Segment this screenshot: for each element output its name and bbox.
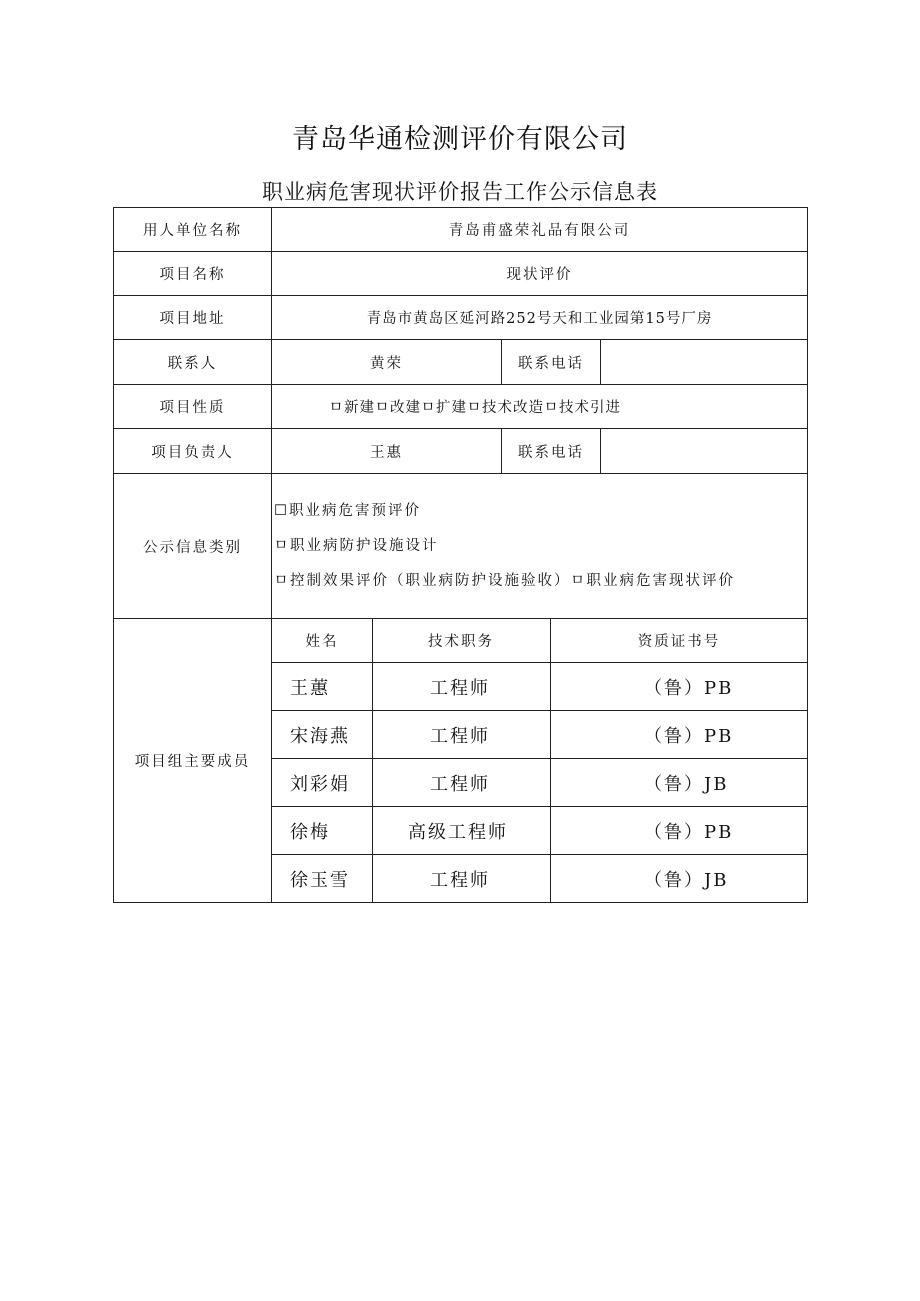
header-name: 姓名: [272, 619, 373, 663]
address-label: 项目地址: [114, 296, 272, 340]
company-title: 青岛华通检测评价有限公司: [292, 124, 628, 155]
employer-row: [114, 208, 808, 252]
contact-phone-label: 联系电话: [502, 340, 601, 384]
address-row: [114, 296, 808, 340]
member-title: 工程师: [373, 711, 551, 759]
header-title: 技术职务: [373, 619, 551, 663]
leader-value: 王惠: [272, 429, 502, 474]
member-name: 宋海燕: [272, 711, 373, 759]
category-option-pre-eval: ☐职业病危害预评价: [274, 502, 421, 519]
leader-phone-value: [601, 429, 807, 473]
leader-label: 项目负责人: [114, 429, 272, 474]
member-cert: （鲁）PB: [551, 807, 808, 855]
nature-row: [114, 385, 808, 429]
nature-value: ㅁ新建ㅁ改建ㅁ扩建ㅁ技术改造ㅁ技术引进: [272, 385, 808, 429]
category-options: [272, 474, 808, 619]
member-title: 高级工程师: [373, 807, 551, 855]
info-table: [113, 207, 808, 903]
member-name: 徐玉雪: [272, 855, 373, 903]
nature-label: 项目性质: [114, 385, 272, 429]
members-header-row: [114, 619, 808, 663]
category-option-control: ㅁ控制效果评价（职业病防护设施验收）ㅁ职业病危害现状评价: [274, 572, 736, 589]
contact-row: [114, 340, 808, 385]
member-title: 工程师: [373, 663, 551, 711]
category-row: [114, 474, 808, 619]
header-cert: 资质证书号: [551, 619, 808, 663]
contact-phone-value: [601, 340, 807, 384]
employer-value: 青岛甫盛荣礼品有限公司: [272, 208, 808, 252]
members-label: 项目组主要成员: [114, 619, 272, 903]
project-name-value: 现状评价: [272, 252, 808, 296]
leader-row: [114, 429, 808, 474]
project-name-label: 项目名称: [114, 252, 272, 296]
leader-phone-label: 联系电话: [502, 429, 601, 473]
member-name: 王蕙: [272, 663, 373, 711]
member-cert: （鲁）JB: [551, 759, 808, 807]
form-title: 职业病危害现状评价报告工作公示信息表: [262, 180, 658, 204]
employer-label: 用人单位名称: [114, 208, 272, 252]
member-cert: （鲁）PB: [551, 711, 808, 759]
project-name-row: [114, 252, 808, 296]
category-label: 公示信息类别: [114, 474, 272, 619]
contact-label: 联系人: [114, 340, 272, 385]
member-name: 徐梅: [272, 807, 373, 855]
contact-value: 黄荣: [272, 340, 502, 385]
category-option-design: ㅁ职业病防护设施设计: [274, 537, 439, 554]
member-name: 刘彩娟: [272, 759, 373, 807]
member-title: 工程师: [373, 759, 551, 807]
member-title: 工程师: [373, 855, 551, 903]
address-value: 青岛市黄岛区延河路252号天和工业园第15号厂房: [272, 296, 808, 340]
member-cert: （鲁）PB: [551, 663, 808, 711]
member-cert: （鲁）JB: [551, 855, 808, 903]
